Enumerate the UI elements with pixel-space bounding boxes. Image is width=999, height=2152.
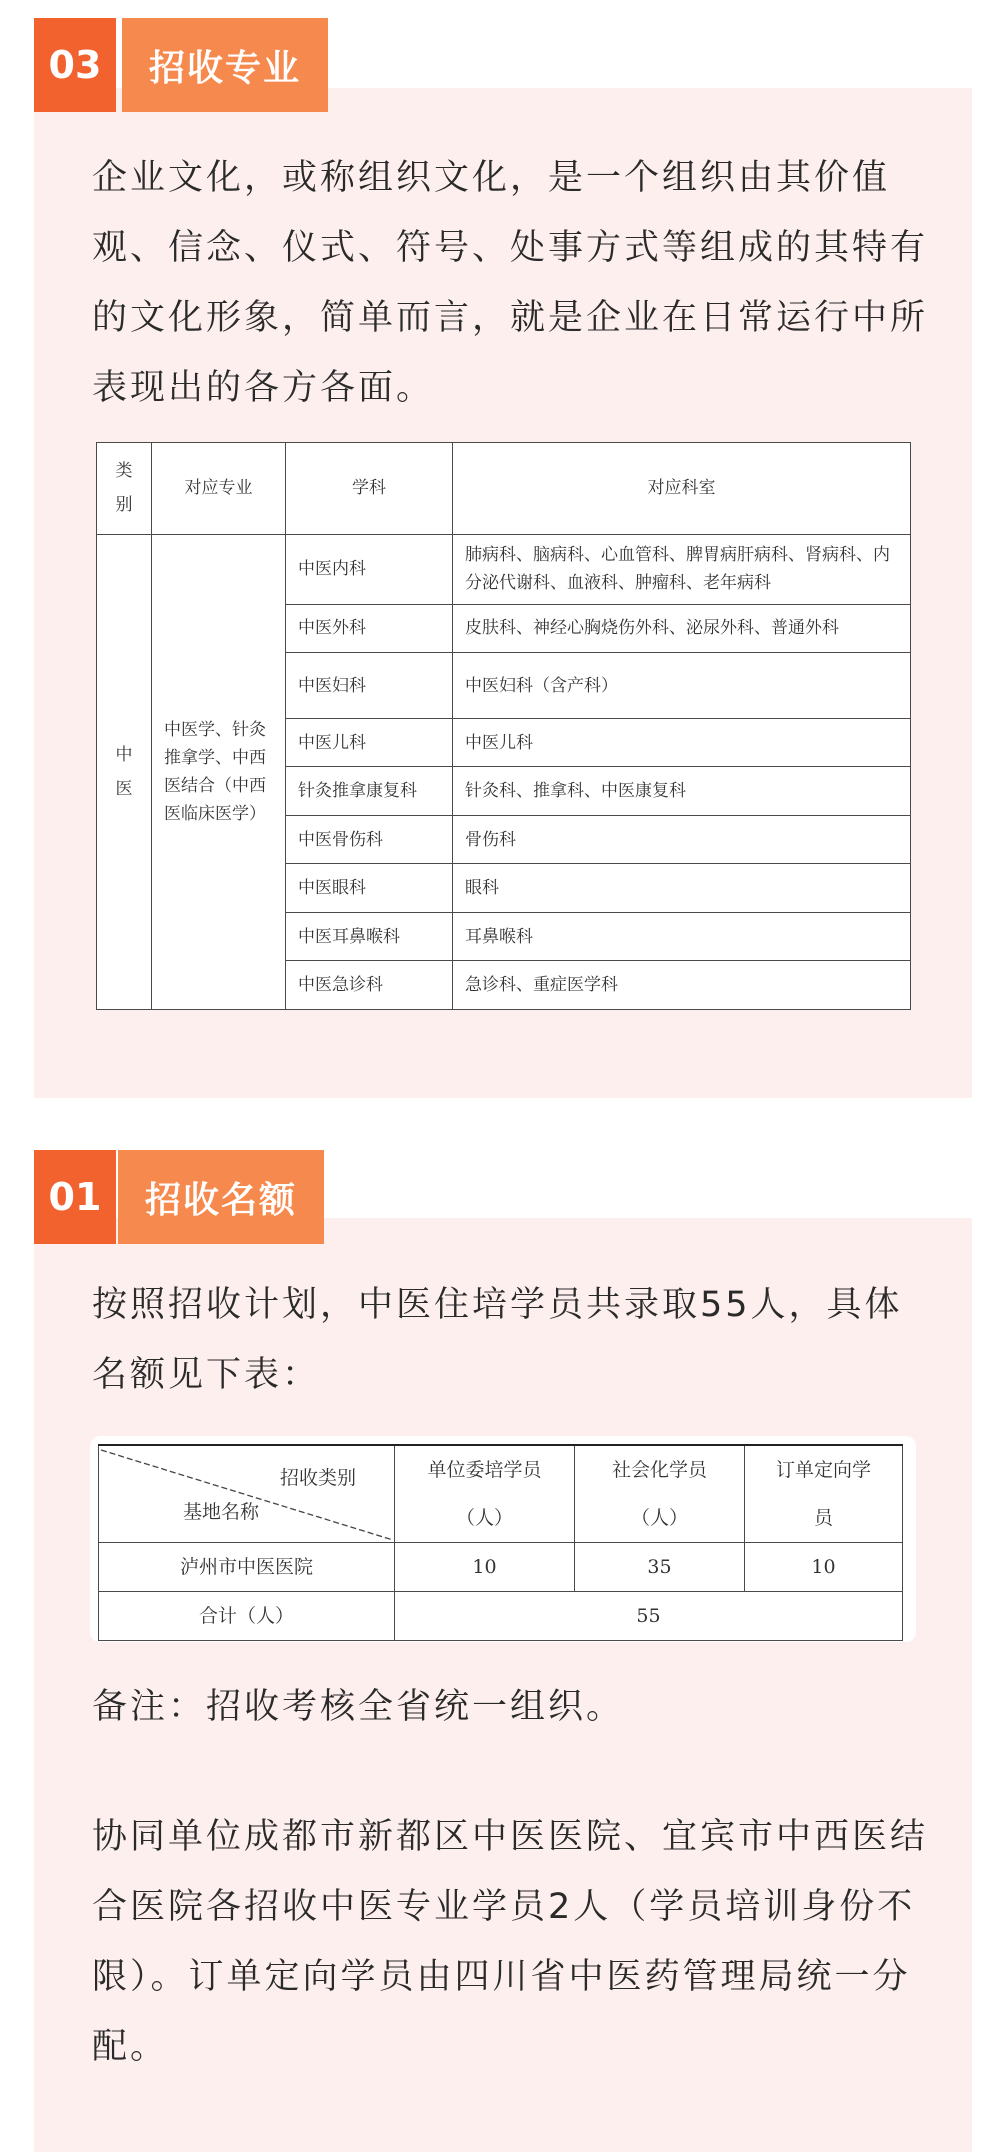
dept-cell: 中医妇科（含产科）: [453, 653, 911, 719]
dept-cell: 中医儿科: [453, 718, 911, 767]
dept-cell: 骨伤科: [453, 815, 911, 864]
note-text: 备注：招收考核全省统一组织。: [92, 1687, 625, 1727]
subject-cell: 中医儿科: [286, 718, 453, 767]
col-header-line: 社会化学员: [611, 1459, 707, 1481]
value-cell: 35: [575, 1543, 745, 1592]
quota-table-container: [90, 1436, 916, 1642]
header-category: 类别: [97, 443, 152, 535]
subject-cell: 中医骨伤科: [286, 815, 453, 864]
corner-label-type: 招收类别: [279, 1467, 356, 1489]
dept-cell: 肺病科、脑病科、心血管科、脾胃病肝病科、肾病科、内分泌代谢科、血液科、肿瘤科、老年病科: [453, 534, 911, 604]
section-title-badge: 招收名额: [118, 1150, 324, 1244]
col-header-line: 单位委培学员: [427, 1459, 542, 1481]
total-label-cell: 合计（人）: [99, 1592, 395, 1641]
cooperation-paragraph: 协同单位成都市新都区中医医院、宜宾市中西医结合医院各招收中医专业学员2人（学员培训身份不限）。订单定向学员由四川省中医药管理局统一分配。: [92, 1817, 929, 2067]
majors-table: [96, 442, 911, 1010]
value-cell: 10: [745, 1543, 903, 1592]
col-header-unit: [395, 1445, 575, 1543]
major-cell: 中医学、针灸推拿学、中西医结合（中西医临床医学）: [152, 534, 286, 1009]
col-header-line: （人）: [455, 1507, 513, 1529]
quota-table: [98, 1444, 903, 1641]
section-title-badge: 招收专业: [122, 18, 328, 112]
dept-cell: 眼科: [453, 864, 911, 913]
col-header-line: 员: [813, 1507, 833, 1529]
base-name-cell: 泸州市中医医院: [99, 1543, 395, 1592]
dept-cell: 耳鼻喉科: [453, 912, 911, 961]
intro-paragraph: 企业文化，或称组织文化，是一个组织由其价值观、信念、仪式、符号、处事方式等组成的其特有的文化形象，简单而言，就是企业在日常运行中所表现出的各方各面。: [92, 158, 929, 408]
col-header-line: 订单定向学: [775, 1459, 871, 1481]
dept-cell: 皮肤科、神经心胸烧伤外科、泌尿外科、普通外科: [453, 604, 911, 653]
diagonal-header-cell: [99, 1445, 395, 1543]
subject-cell: 中医耳鼻喉科: [286, 912, 453, 961]
subject-cell: 针灸推拿康复科: [286, 767, 453, 816]
section-number-badge: 01: [34, 1150, 116, 1244]
subject-cell: 中医内科: [286, 534, 453, 604]
col-header-line: （人）: [630, 1507, 688, 1529]
section-number-badge: 03: [34, 18, 116, 112]
dept-cell: 针灸科、推拿科、中医康复科: [453, 767, 911, 816]
majors-table-container: [96, 442, 910, 1010]
value-cell: 10: [395, 1543, 575, 1592]
total-value-cell: 55: [395, 1592, 903, 1641]
col-header-order: [745, 1445, 903, 1543]
subject-cell: 中医妇科: [286, 653, 453, 719]
header-major: 对应专业: [152, 443, 286, 535]
header-subject: 学科: [286, 443, 453, 535]
subject-cell: 中医外科: [286, 604, 453, 653]
category-cell: 中医: [97, 534, 152, 1009]
subject-cell: 中医眼科: [286, 864, 453, 913]
corner-label-base: 基地名称: [183, 1501, 260, 1523]
quota-paragraph: 按照招收计划，中医住培学员共录取55人，具体名额见下表：: [92, 1285, 903, 1395]
header-dept: 对应科室: [453, 443, 911, 535]
dept-cell: 急诊科、重症医学科: [453, 961, 911, 1010]
col-header-social: [575, 1445, 745, 1543]
subject-cell: 中医急诊科: [286, 961, 453, 1010]
